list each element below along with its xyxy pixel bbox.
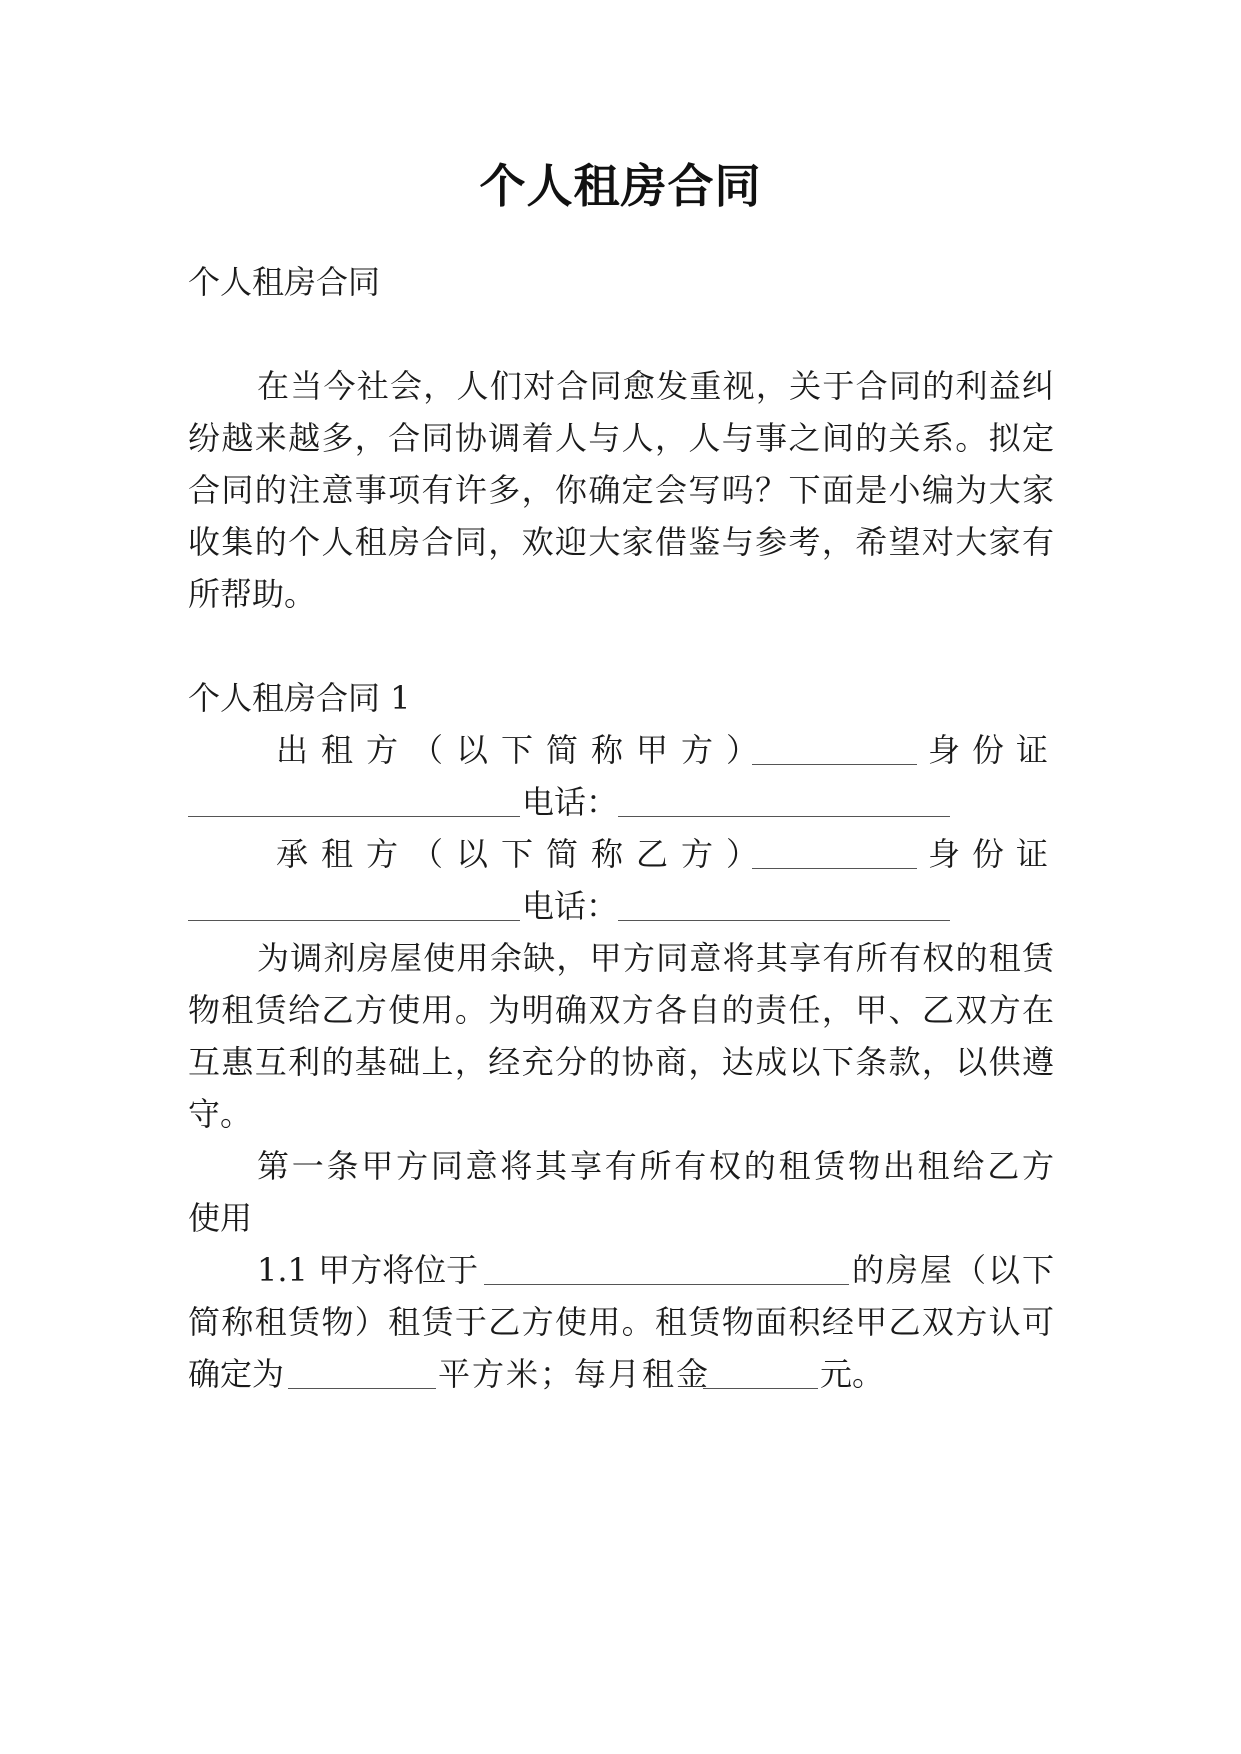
area-blank xyxy=(288,1358,436,1389)
rent-blank xyxy=(703,1358,818,1389)
party-b-phone-blank xyxy=(618,890,950,921)
party-a-label: 出租方（以下简称甲方） xyxy=(276,731,772,769)
party-a-phone-blank xyxy=(618,786,950,817)
clause-1-1-line-3-mid: 平方米；每月租金 xyxy=(438,1355,711,1393)
party-a-id-blank xyxy=(188,786,520,817)
clause-1-1-line-3-prefix: 确定为 xyxy=(188,1355,285,1393)
preamble-line-4: 守。 xyxy=(188,1095,253,1133)
article1-line-1: 第一条甲方同意将其享有所有权的租赁物出租给乙方 xyxy=(257,1147,1054,1185)
preamble-line-1: 为调剂房屋使用余缺，甲方同意将其享有所有权的租赁 xyxy=(257,939,1054,977)
preamble-line-2: 物租赁给乙方使用。为明确双方各自的责任，甲、乙双方在 xyxy=(188,991,1054,1029)
document-subtitle: 个人租房合同 xyxy=(188,263,381,301)
party-a-id-label: 身份证 xyxy=(928,731,1061,769)
intro-line-4: 收集的个人租房合同，欢迎大家借鉴与参考，希望对大家有 xyxy=(188,523,1054,561)
intro-line-5: 所帮助。 xyxy=(188,575,317,613)
clause-1-1-location-blank xyxy=(484,1254,849,1285)
intro-line-3: 合同的注意事项有许多，你确定会写吗？下面是小编为大家 xyxy=(188,471,1054,509)
party-b-id-label: 身份证 xyxy=(928,835,1061,873)
clause-1-1-after-blank: 的房屋（以下 xyxy=(852,1251,1057,1289)
clause-1-1-line-2: 简称租赁物）租赁于乙方使用。租赁物面积经甲乙双方认可 xyxy=(188,1303,1054,1341)
party-b-label: 承租方（以下简称乙方） xyxy=(276,835,772,873)
intro-line-2: 纷越来越多，合同协调着人与人，人与事之间的关系。拟定 xyxy=(188,419,1054,457)
party-b-name-blank xyxy=(752,838,917,869)
clause-1-1-prefix: 1.1 甲方将位于 xyxy=(257,1251,479,1289)
party-a-name-blank xyxy=(752,734,917,765)
preamble-line-3: 互惠互利的基础上，经充分的协商，达成以下条款，以供遵 xyxy=(188,1043,1054,1081)
intro-line-1: 在当今社会，人们对合同愈发重视，关于合同的利益纠 xyxy=(257,367,1054,405)
contract-heading: 个人租房合同 1 xyxy=(188,679,411,717)
party-b-id-blank xyxy=(188,890,520,921)
article1-line-2: 使用 xyxy=(188,1199,253,1237)
party-a-phone-label: 电话： xyxy=(522,783,619,821)
party-b-phone-label: 电话： xyxy=(522,887,619,925)
document-title: 个人租房合同 xyxy=(479,159,762,213)
clause-1-1-line-3-end: 元。 xyxy=(820,1355,885,1393)
